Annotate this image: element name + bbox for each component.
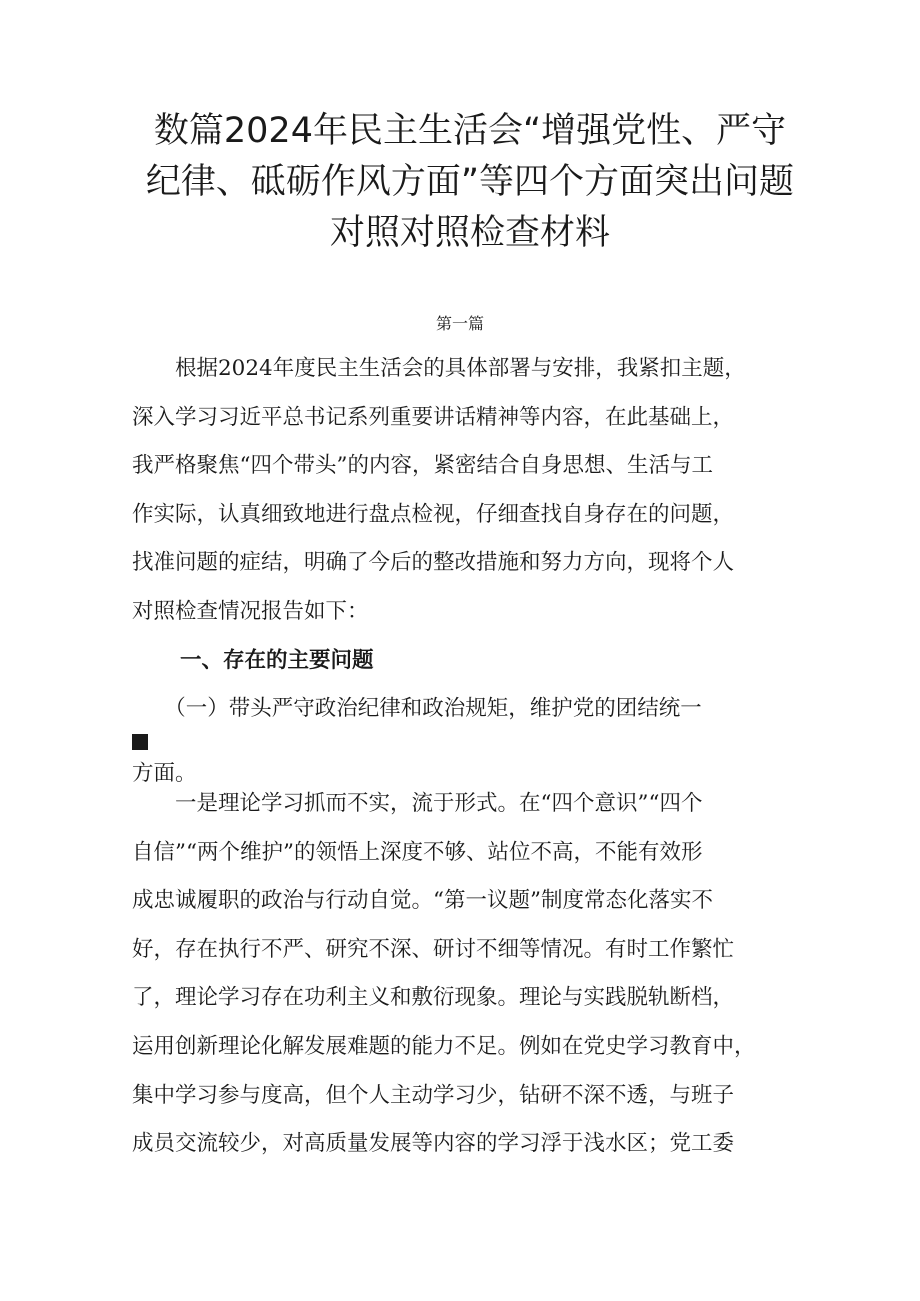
text-line-content: （一）带头严守政治纪律和政治规矩，维护党的团结统一 bbox=[132, 696, 702, 721]
title-line: 对照对照检查材料 bbox=[329, 213, 610, 253]
text-line: 找准问题的症结，明确了今后的整改措施和努力方向，现将个人 bbox=[132, 550, 735, 576]
black-square-icon bbox=[132, 734, 148, 750]
text-line: 自信”“两个维护”的领悟上深度不够、站位不高，不能有效形 bbox=[132, 839, 703, 865]
text-line: 成员交流较少，对高质量发展等内容的学习浮于浅水区；党工委 bbox=[132, 1131, 735, 1157]
document-title bbox=[140, 106, 800, 259]
point-one-paragraph bbox=[132, 780, 794, 1169]
text-line: 一是理论学习抓而不实，流于形式。在“四个意识”“四个 bbox=[132, 791, 703, 816]
text-line: 作实际，认真细致地进行盘点检视，仔细查找自身存在的问题， bbox=[132, 501, 735, 527]
section-label: 第一篇 bbox=[435, 314, 484, 333]
section-heading: 一、存在的主要问题 bbox=[180, 648, 374, 673]
text-line: 集中学习参与度高，但个人主动学习少，钻研不深不透，与班子 bbox=[132, 1082, 735, 1108]
intro-paragraph bbox=[132, 345, 794, 637]
title-line: 数篇2024年民主生活会“增强党性、严守 bbox=[153, 111, 787, 151]
text-line: 了，理论学习存在功利主义和敷衍现象。理论与实践脱轨断档， bbox=[132, 985, 735, 1011]
text-line: 运用创新理论化解发展难题的能力不足。例如在党史学习教育中， bbox=[132, 1033, 756, 1059]
text-line: 成忠诚履职的政治与行动自觉。“第一议题”制度常态化落实不 bbox=[132, 888, 713, 914]
text-line: 好，存在执行不严、研究不深、研讨不细等情况。有时工作繁忙 bbox=[132, 936, 735, 962]
text-line: 我严格聚焦“四个带头”的内容，紧密结合自身思想、生活与工 bbox=[132, 453, 713, 479]
text-line: 对照检查情况报告如下： bbox=[132, 598, 369, 624]
text-line: 根据2024年度民主生活会的具体部署与安排，我紧扣主题， bbox=[132, 356, 746, 381]
title-line: 纪律、砥砺作风方面”等四个方面突出问题 bbox=[145, 162, 795, 202]
text-line: 深入学习习近平总书记系列重要讲话精神等内容，在此基础上， bbox=[132, 404, 735, 430]
text-line bbox=[132, 685, 794, 750]
text-line: 方面。 bbox=[132, 760, 197, 786]
